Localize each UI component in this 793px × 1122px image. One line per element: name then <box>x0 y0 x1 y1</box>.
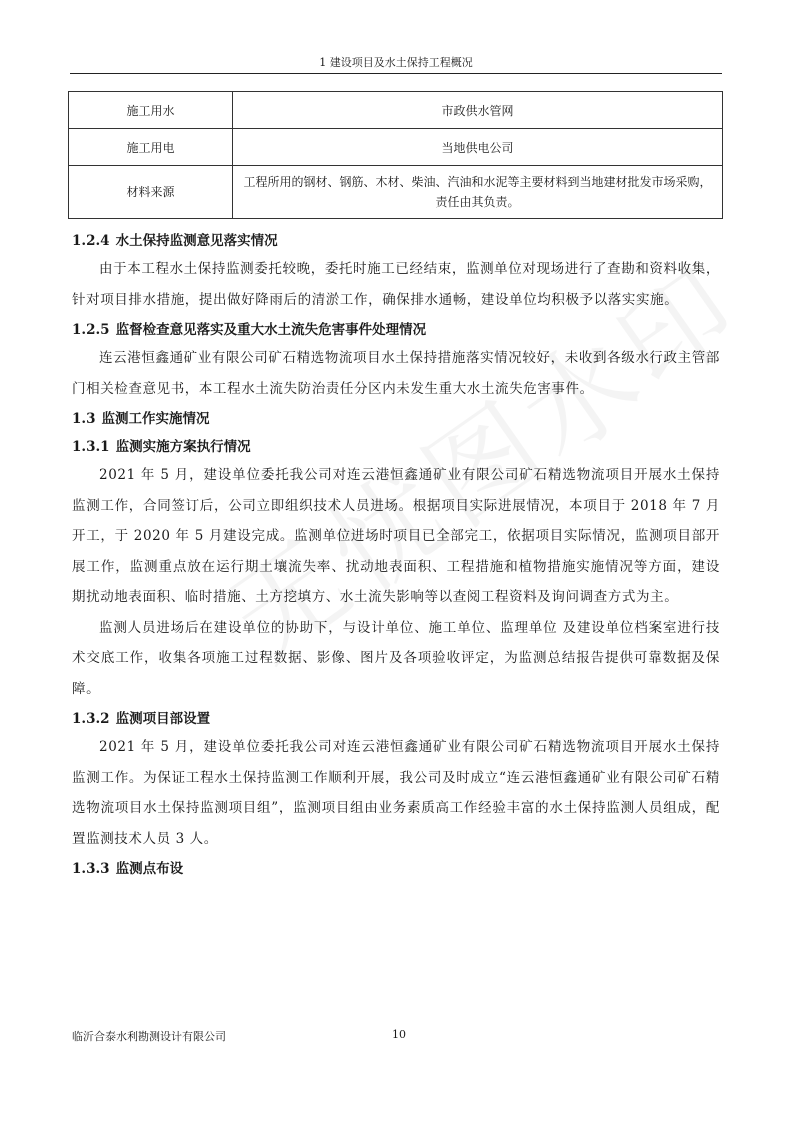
paragraph: 2021 年 5 月，建设单位委托我公司对连云港恒鑫通矿业有限公司矿石精选物流项目开展水土保持监测工作。为保证工程水土保持监测工作顺利开展，我公司及时成立“连云港恒鑫通矿业有限公司矿石精选物流项目水土保持监测项目组”，监测项目组由业务素质高工作经验丰富的水土保持监测人员组成，配置监测技术人员 3 人。 <box>72 739 720 847</box>
section-heading-1-2-4: 1.2.4 水土保持监测意见落实情况 <box>72 233 278 249</box>
section-heading-1-3-2: 1.3.2 监测项目部设置 <box>72 711 211 727</box>
section-heading-1-2-5: 1.2.5 监督检查意见落实及重大水土流失危害事件处理情况 <box>72 322 427 338</box>
paragraph: 连云港恒鑫通矿业有限公司矿石精选物流项目水土保持措施落实情况较好，未收到各级水行政主管部门相关检查意见书，本工程水土流失防治责任分区内未发生重大水土流失危害事件。 <box>72 350 720 397</box>
header-divider <box>70 73 722 74</box>
page-header: 1 建设项目及水土保持工程概况 <box>319 56 473 69</box>
section-heading-1-3-1: 1.3.1 监测实施方案执行情况 <box>72 439 251 455</box>
construction-conditions-table <box>68 91 723 219</box>
table-cell-label: 施工用水 <box>69 92 233 129</box>
table-cell-value: 市政供水管网 <box>233 92 723 129</box>
table-row <box>69 166 723 219</box>
table-cell-value <box>233 166 723 219</box>
table-cell-label: 施工用电 <box>69 129 233 166</box>
page-number: 10 <box>392 1028 406 1041</box>
footer-company: 临沂合泰水利勘测设计有限公司 <box>72 1030 226 1043</box>
table-cell-value: 当地供电公司 <box>233 129 723 166</box>
table-cell-label: 材料来源 <box>69 166 233 219</box>
table-cell-text: 工程所用的钢材、钢筋、木材、柴油、汽油和水泥等主要材料到当地建材批发市场采购，责任由其负责。 <box>243 175 712 209</box>
section-heading-1-3-3: 1.3.3 监测点布设 <box>72 861 184 877</box>
table-row <box>69 92 723 129</box>
section-heading-1-3: 1.3 监测工作实施情况 <box>72 411 210 427</box>
paragraph: 监测人员进场后在建设单位的协助下，与设计单位、施工单位、监理单位 及建设单位档案室进行技术交底工作，收集各项施工过程数据、影像、图片及各项验收评定，为监测总结报告提供可靠数据及保障。 <box>72 619 720 697</box>
paragraph: 由于本工程水土保持监测委托较晚，委托时施工已经结束，监测单位对现场进行了查勘和资料收集，针对项目排水措施，提出做好降雨后的清淤工作，确保排水通畅，建设单位均积极予以落实实施。 <box>72 261 720 308</box>
paragraph: 2021 年 5 月，建设单位委托我公司对连云港恒鑫通矿业有限公司矿石精选物流项目开展水土保持监测工作，合同签订后，公司立即组织技术人员进场。根据项目实际进展情况，本项目于 2018 年 7 月开工，于 2020 年 5 月建设完成。监测单位进场时项目已全部完工，依据项目实际情况，监测项目部开展工作，监测重点放在运行期土壤流失率、扰动地表面积、工程措施和植物措施实施情况等方面，建设期扰动地表面积、临时措施、土方挖填方、水土流失影响等以查阅工程资料及询问调查方式为主。 <box>72 467 720 605</box>
table-row <box>69 129 723 166</box>
